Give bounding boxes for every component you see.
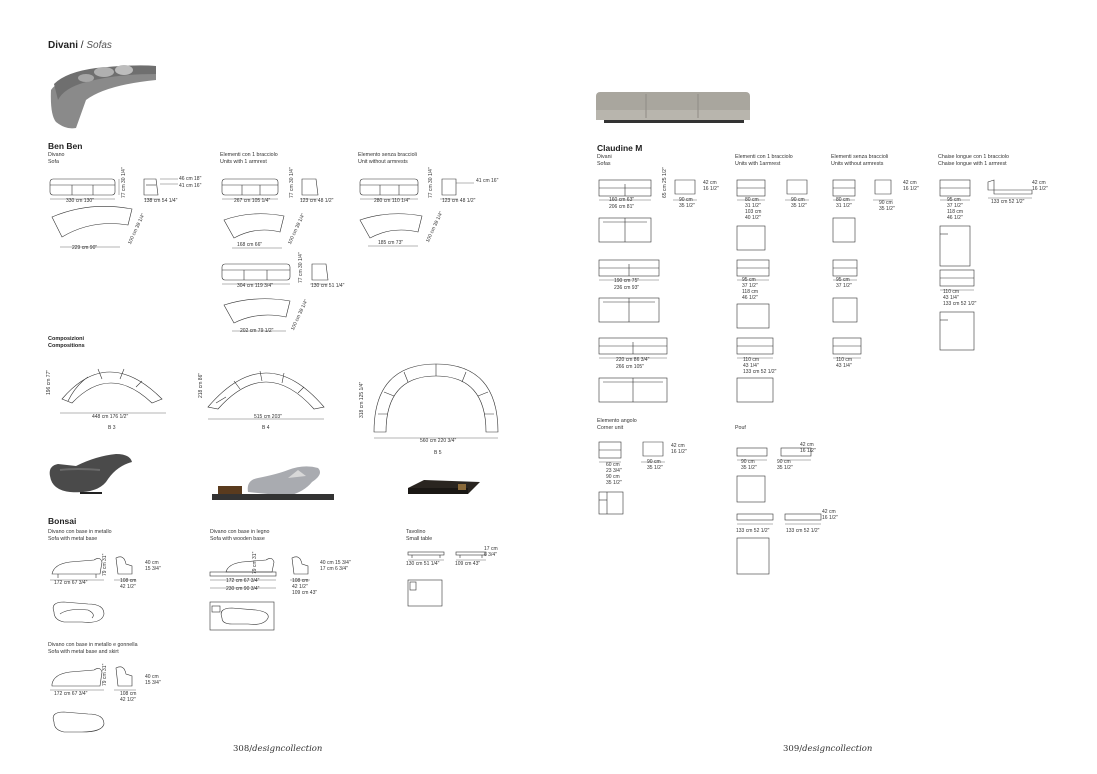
bonsai-metal-height: 79 cm 31" [102,553,108,576]
b4-height: 218 cm 86" [198,372,204,398]
bonsai-skirt-seat: 40 cm 15 3/4" [145,674,161,686]
benben-unit1-curved-width: 168 cm 66" [237,242,263,248]
bonsai-wood-depth: 108 cm 42 1/2" 109 cm 43" [292,578,318,596]
bonsai-metal-photo [46,452,136,500]
bonsai-wood-height: 79 cm 31" [252,551,258,574]
bonsai-table-label: Tavolino Small table [406,529,433,542]
bonsai-skirt-height: 79 cm 31" [102,663,108,686]
pouf-height: 42 cm 16 1/2" [800,442,816,454]
claudine-s2-a: 190 cm 75" [614,278,640,284]
claudine-a2: 95 cm 37 1/2" 118 cm 46 1/2" [742,277,759,301]
benben-sofa-height: 77 cm 30 1/4" [121,167,127,198]
corner-width: 60 cm 23 3/4" 90 cm 35 1/2" [606,462,622,486]
table-depth: 109 cm 43" [455,561,481,567]
benben-col3-label: Elemento senza braccioli Unit without armrests [358,152,417,165]
claudine-s3-b: 266 cm 105" [616,364,644,370]
claudine-s1-b: 206 cm 81" [609,204,635,210]
benben-curved-depth: 100 cm 39 1/4" [126,212,147,246]
claudine-title: Claudine M [597,143,643,153]
pouf-w1: 90 cm 35 1/2" [741,459,757,471]
claudine-s3-a: 220 cm 86 3/4" [616,357,650,363]
claudine-sofa-height: 65 cm 25 1/2" [662,167,668,198]
bonsai-metal-width: 172 cm 67 3/4" [54,580,88,586]
benben-photo [46,60,161,135]
benben-curved-width: 229 cm 90" [72,245,98,251]
benben-unit1-height: 77 cm 30 1/4" [289,167,295,198]
claudine-a3: 110 cm 43 1/4" 133 cm 52 1/2" [743,357,777,375]
pouf-long-2: 133 cm 52 1/2" [786,528,820,534]
corner-seat: 42 cm 16 1/2" [671,443,687,455]
benben-seat-height-2: 41 cm 16" [179,183,202,189]
b3-height: 196 cm 77" [46,369,52,395]
benben-unit1-depth: 123 cm 48 1/2" [300,198,334,204]
corner-depth: 90 cm 35 1/2" [647,459,663,471]
claudine-n1: 80 cm 31 1/2" [836,197,852,209]
benben-col1-label: Divano Sofa [48,152,65,165]
bonsai-table-photo [404,478,484,508]
b5-height: 318 cm 125 1/4" [359,381,365,418]
compositions-label: Composizioni Compositions [48,336,85,349]
bonsai-metal-seat: 40 cm 15 3/4" [145,560,161,572]
claudine-s1-a: 160 cm 63" [609,197,635,203]
page-number-right: 309/designcollection [783,744,873,754]
benben-unit3-width: 280 cm 110 1/4" [374,198,410,204]
bonsai-skirt-label: Divano con base in metallo e gonnella Sofa with metal base and skirt [48,642,138,655]
benben-col2-label: Elementi con 1 bracciolo Units with 1 armrest [220,152,278,165]
claudine-photo [594,88,752,130]
b3-code: B 3 [108,425,116,431]
benben-sofa-depth: 138 cm 54 1/4" [144,198,178,204]
benben-unit2-curved-depth: 100 cm 39 1/4" [289,298,310,332]
claudine-s2-b: 236 cm 93" [614,285,640,291]
claudine-sofa-depth: 90 cm 35 1/2" [679,197,695,209]
b5-code: B 5 [434,450,442,456]
bonsai-skirt-width: 172 cm 67 3/4" [54,691,88,697]
benben-unit1-width: 267 cm 105 1/4" [234,198,271,204]
corner-unit-label: Elemento angolo Corner unit [597,418,637,431]
benben-curved-plan [50,205,135,250]
bonsai-skirt-depth: 108 cm 42 1/2" [120,691,137,703]
page-number-left: 308/designcollection [233,744,323,754]
b5-width: 560 cm 220 3/4" [420,438,457,444]
benben-unit3-seat: 41 cm 16" [476,178,499,184]
bonsai-wood-width-2: 230 cm 90 3/4" [226,586,260,592]
benben-sofa-width: 330 cm 130" [66,198,94,204]
claudine-chaise-seat: 42 cm 16 1/2" [1032,180,1048,192]
claudine-a1: 80 cm 31 1/2" 103 cm 40 1/2" [745,197,762,221]
bonsai-wood-width-1: 172 cm 67 3/4" [226,578,260,584]
claudine-col3-label: Elementi senza braccioli Units without armrests [831,154,889,167]
claudine-noarm-depth: 90 cm 35 1/2" [879,200,895,212]
claudine-c1: 95 cm 37 1/2" 118 cm 46 1/2" [947,197,964,221]
benben-unit2-width: 304 cm 119 3/4" [237,283,273,289]
benben-unit3-depth: 123 cm 48 1/2" [442,198,476,204]
composition-b5 [368,360,503,440]
bonsai-wood-drawing [208,552,338,632]
bonsai-wood-seat: 40 cm 15 3/4" 17 cm 6 3/4" [320,560,351,572]
benben-unit2-depth: 130 cm 51 1/4" [311,283,345,289]
bonsai-wood-label: Divano con base in legno Sofa with wooden base [210,529,270,542]
table-width: 130 cm 51 1/4" [406,561,440,567]
benben-unit3-curved-depth: 100 cm 39 1/4" [424,210,445,244]
table-height: 17 cm 6 3/4" [484,546,498,558]
claudine-noarm-seat: 42 cm 16 1/2" [903,180,919,192]
bonsai-title: Bonsai [48,516,77,526]
claudine-sofas-drawing [597,178,737,408]
b4-width: 515 cm 203" [254,414,282,420]
bonsai-skirt-drawing [48,662,168,732]
bonsai-wood-photo [208,462,338,510]
claudine-n2: 95 cm 37 1/2" [836,277,852,289]
claudine-chaise-depth: 133 cm 52 1/2" [991,199,1025,205]
benben-seat-height: 46 cm 18" [179,176,202,182]
benben-unit1-curved-depth: 100 cm 39 1/4" [286,212,307,246]
claudine-n3: 110 cm 43 1/4" [836,357,853,369]
pouf-w2: 90 cm 35 1/2" [777,459,793,471]
b4-code: B 4 [262,425,270,431]
pouf-height-2: 42 cm 16 1/2" [822,509,838,521]
bonsai-metal-depth: 108 cm 42 1/2" [120,578,137,590]
claudine-col4-label: Chaise longue con 1 bracciolo Chaise longue with 1 armrest [938,154,1009,167]
benben-unit2-height: 77 cm 30 1/4" [298,252,304,283]
pouf-long-1: 133 cm 52 1/2" [736,528,770,534]
b3-width: 448 cm 176 1/2" [92,414,129,420]
claudine-sofa-seat: 42 cm 16 1/2" [703,180,719,192]
claudine-armrest-depth: 90 cm 35 1/2" [791,197,807,209]
benben-unit3-height: 77 cm 30 1/4" [428,167,434,198]
benben-unit3-curved-width: 185 cm 73" [378,240,404,246]
claudine-col1-label: Divani Sofas [597,154,612,167]
page-title: Divani / Sofas [48,40,112,51]
pouf-label: Pouf [735,425,746,431]
claudine-c2: 110 cm 43 1/4" 133 cm 52 1/2" [943,289,977,307]
claudine-col2-label: Elementi con 1 bracciolo Units with 1armrest [735,154,793,167]
bonsai-metal-label: Divano con base in metallo Sofa with metal base [48,529,112,542]
benben-title: Ben Ben [48,141,83,151]
benben-unit2-curved-width: 202 cm 79 1/2" [240,328,274,334]
